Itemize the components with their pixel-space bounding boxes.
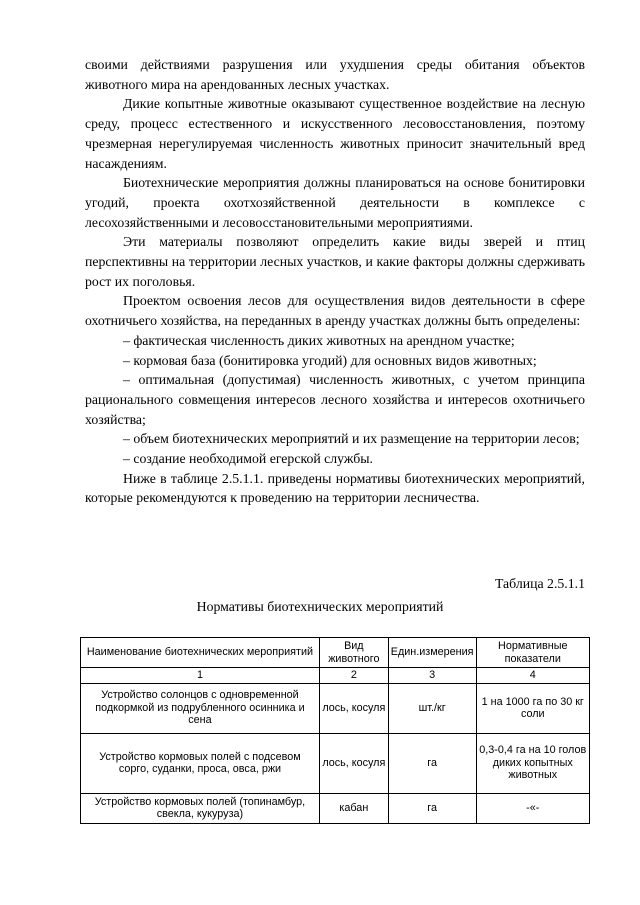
header-cell: Нормативные показатели: [476, 638, 589, 668]
table-cell: га: [388, 793, 476, 823]
paragraph: своими действиями разрушения или ухудшения среды обитания объектов животного мира на арендованных лесных участках.: [85, 57, 585, 92]
paragraph: Ниже в таблице 2.5.1.1. приведены нормативы биотехнических мероприятий, которые рекомендуются к проведению на территории лесничества.: [85, 470, 585, 506]
table-row: [81, 733, 590, 793]
paragraph: Биотехнические мероприятия должны планироваться на основе бонитировки угодий, проекта охотхозяйственной деятельности в комплексе с лесохозяйственными и лесовосстановительными мероприятиями.: [85, 175, 585, 230]
column-number: 1: [81, 668, 320, 684]
header-cell: Наименование биотехнических мероприятий: [81, 638, 320, 668]
table-cell: Устройство кормовых полей (топинамбур, свекла, кукуруза): [81, 793, 320, 823]
paragraph: Проектом освоения лесов для осуществления видов деятельности в сфере охотничьего хозяйства, на переданных в аренду участках должны быть определены:: [85, 293, 585, 329]
table-title: Нормативы биотехнических мероприятий: [196, 599, 444, 614]
table-row: [81, 683, 590, 733]
header-cell: Вид животного: [319, 638, 388, 668]
list-item: – оптимальная (допустимая) численность животных, с учетом принципа рационального совмещения интересов лесного хозяйства и интересов охотничьего хозяйства;: [85, 372, 585, 427]
list-item: – объем биотехнических мероприятий и их размещение на территории лесов;: [123, 431, 580, 447]
table-cell: Устройство кормовых полей с подсевом сорго, суданки, проса, овса, ржи: [81, 733, 320, 793]
table-cell: Устройство солонцов с одновременной подкормкой из подрубленного осинника и сена: [81, 683, 320, 733]
list-item: – создание необходимой егерской службы.: [123, 451, 373, 467]
table-cell: кабан: [319, 793, 388, 823]
table-cell: -«-: [476, 793, 589, 823]
table-header-row: [81, 638, 590, 668]
table-cell: 0,3-0,4 га на 10 голов диких копытных животных: [476, 733, 589, 793]
list-item: – кормовая база (бонитировка угодий) для основных видов животных;: [123, 352, 537, 368]
body-text: [85, 55, 585, 508]
column-number: 3: [388, 668, 476, 684]
column-number-row: [81, 668, 590, 684]
list-item: – фактическая численность диких животных на арендном участке;: [123, 332, 515, 348]
table-cell: лось, косуля: [319, 683, 388, 733]
header-cell: Един.измерения: [388, 638, 476, 668]
table-cell: га: [388, 733, 476, 793]
norms-table: [80, 637, 590, 824]
table-cell: шт./кг: [388, 683, 476, 733]
paragraph: Дикие копытные животные оказывают существенное воздействие на лесную среду, процесс естественного и искусственного лесовосстановления, поэтому чрезмерная нерегулируемая численность животных приносит значительный вред насаждениям.: [85, 96, 585, 171]
table-cell: 1 на 1000 га по 30 кг соли: [476, 683, 589, 733]
table-row: [81, 793, 590, 823]
column-number: 2: [319, 668, 388, 684]
paragraph: Эти материалы позволяют определить какие виды зверей и птиц перспективны на территории лесных участков, и какие факторы должны сдерживать рост их поголовья.: [85, 234, 585, 289]
table-number: Таблица 2.5.1.1: [494, 576, 585, 591]
table-cell: лось, косуля: [319, 733, 388, 793]
column-number: 4: [476, 668, 589, 684]
